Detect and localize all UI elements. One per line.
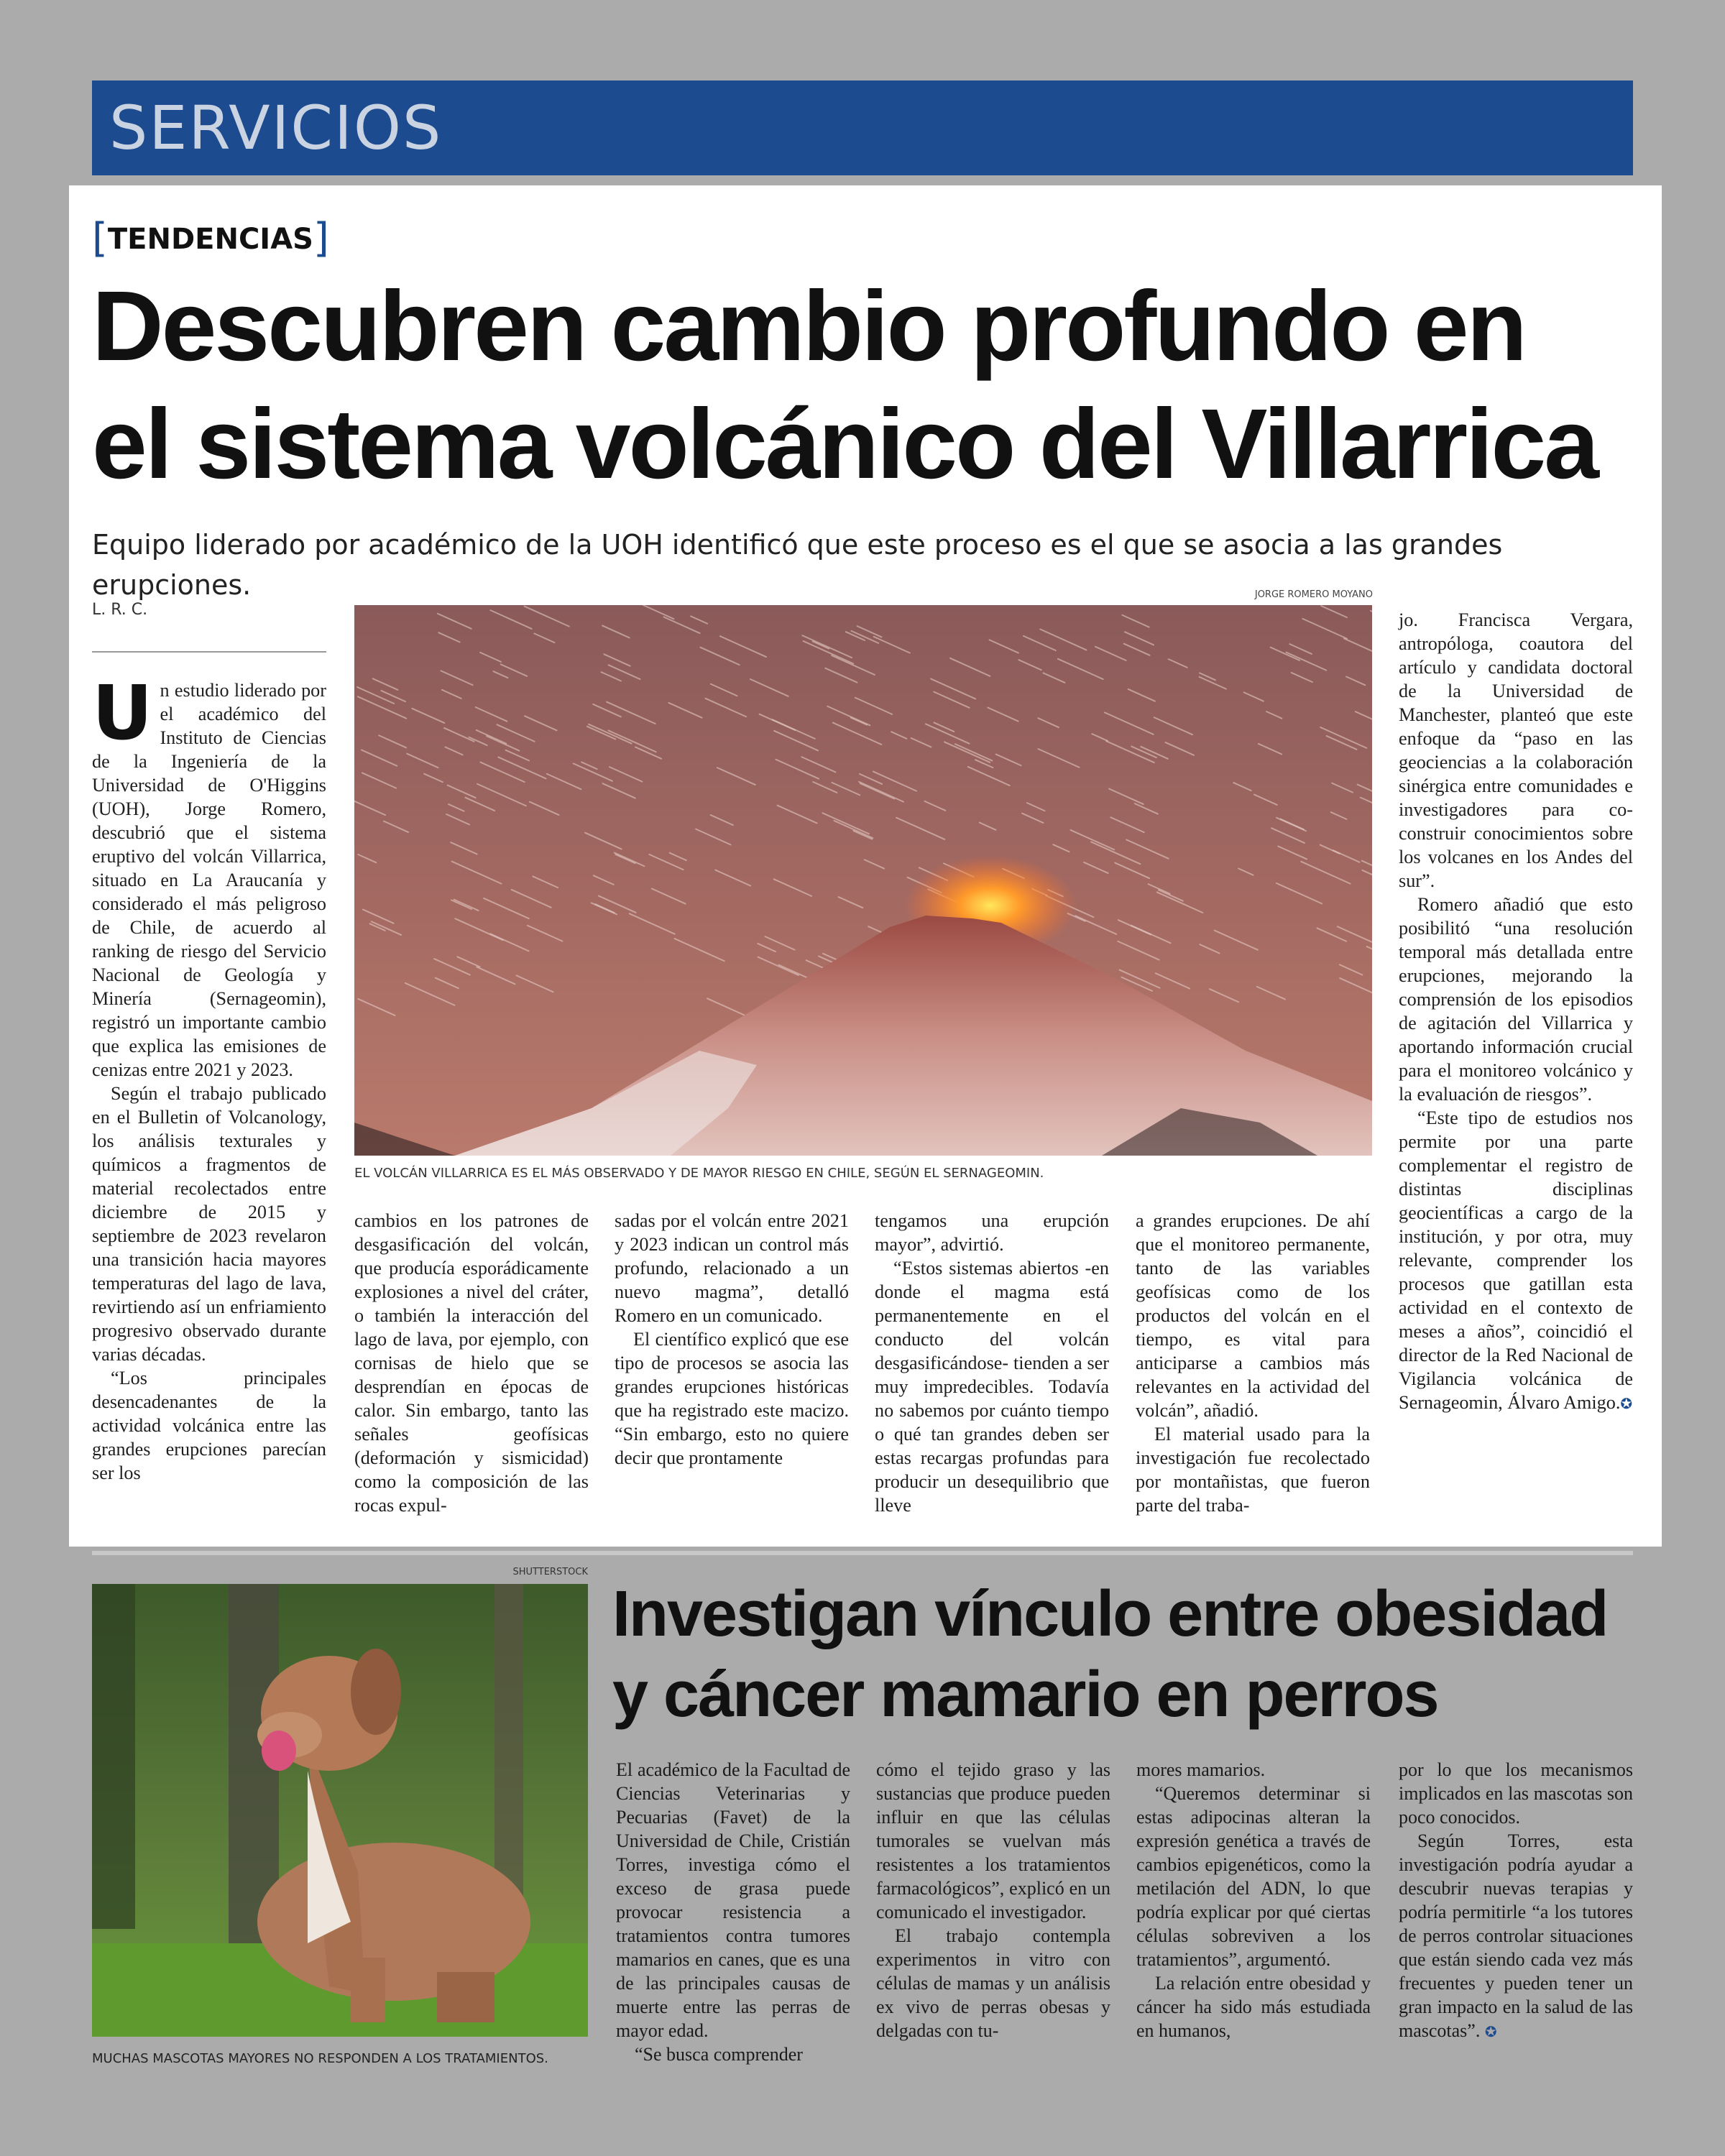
article-column-3 [615, 1209, 849, 1470]
article-column-1 [92, 669, 326, 1485]
article-column-2 [354, 1209, 589, 1517]
paragraph: Un estudio liderado por el académico del Instituto de Ciencias de la Ingeniería de la Universidad de O'Higgins (UOH), Jorge Romero, descubrió que el sistema eruptivo del volcán Villarrica, situado en La Araucanía y considerado el más peligroso de Chile, de acuerdo al ranking de riesgo del Servicio Nacional de Geología y Minería (Sernageomin), registró un importante cambio que explica las emisiones de cenizas entre 2021 y 2023. [92, 669, 326, 1080]
paragraph: El trabajo contempla experimentos in vitro con células de mamas y un análisis ex vivo de perras obesas y delgadas con tu- [876, 1925, 1110, 2041]
paragraph: jo. Francisca Vergara, antropóloga, coautora del artículo y candidata doctoral de la Universidad de Manchester, planteó que este enfoque da “paso en las geociencias a la colaboración sinérgica entre comunidades e investigadores para co-construir conocimientos sobre los volcanes en los Andes del sur”. [1399, 609, 1633, 891]
headline-2-line-1: Investigan vínculo entre obesidad [612, 1578, 1608, 1650]
paragraph: El material usado para la investigación fue recolectado por montañistas, que fueron parte del traba- [1136, 1424, 1370, 1516]
paragraph: Según Torres, esta investigación podría ayudar a descubrir nuevas terapias y podría permitirle “a los tutores de perros controlar situaciones que están siendo cada vez más frecuentes y pueden tener un gran impacto en la salud de las mascotas”. ✪ [1399, 1830, 1633, 2041]
paragraph: El científico explicó que ese tipo de procesos se asocia las grandes erupciones históricas que ha registrado este macizo. “Sin embargo, esto no quiere decir que prontamente [615, 1329, 849, 1468]
paragraph: “Estos sistemas abiertos -en donde el magma está permanentemente en el conducto del volcán desgasificándose- tienden a ser muy impredecibles. Todavía no sabemos por cuánto tiempo o qué tan grandes deben ser estas recargas profundas para producir un desequilibrio que lleve [875, 1258, 1109, 1516]
article-divider [92, 1551, 1633, 1555]
headline-line-2: el sistema volcánico del Villarrica [92, 389, 1597, 499]
paragraph: tengamos una erupción mayor”, advirtió. [875, 1210, 1109, 1255]
paragraph: “Se busca comprender [635, 2044, 803, 2065]
paragraph: “Queremos determinar si estas adipocinas alteran la expresión genética a través de cambios epigenéticos, como la metilación del ADN, lo que podría explicar por qué ciertas células sobreviven a los tratamientos”, argumentó. [1136, 1783, 1371, 1970]
byline-divider [92, 651, 326, 653]
article-byline: L. R. C. [92, 601, 148, 619]
paragraph: mores mamarios. [1136, 1759, 1266, 1780]
article-column-6 [1399, 608, 1633, 1416]
article-column-4 [875, 1209, 1109, 1517]
article-kicker [92, 216, 329, 262]
paragraph: Romero añadió que esto posibilitó “una resolución temporal más detallada entre erupciones, mejorando la comprensión de los episodios de agitación del Villarrica y aportando información crucial para el monitoreo volcánico y la evaluación de riesgos”. [1399, 894, 1633, 1105]
dog-photo [92, 1584, 588, 2037]
article-headline [92, 267, 1644, 503]
volcano-photo [354, 605, 1372, 1156]
paragraph: por lo que los mecanismos implicados en las mascotas son poco conocidos. [1399, 1759, 1633, 1828]
kicker-bracket-close: ] [313, 215, 329, 262]
end-mark-icon: ✪ [1484, 2024, 1497, 2040]
article-deck: Equipo liderado por académico de la UOH identificó que este proceso es el que se asocia a las grandes erupciones. [92, 529, 1503, 601]
paragraph: La relación entre obesidad y cáncer ha sido más estudiada en humanos, [1136, 1973, 1371, 2041]
article-headline-2 [612, 1574, 1633, 1735]
photo-credit: JORGE ROMERO MOYANO [1254, 589, 1373, 600]
paragraph: sadas por el volcán entre 2021 y 2023 indican un control más profundo, relacionado a un nuevo magma”, detalló Romero en un comunicado. [615, 1210, 849, 1326]
photo-caption: EL VOLCÁN VILLARRICA ES EL MÁS OBSERVADO Y DE MAYOR RIESGO EN CHILE, SEGÚN EL SERNAGEOMIN. [354, 1166, 1044, 1181]
end-mark-icon: ✪ [1620, 1396, 1633, 1412]
article-2-column-2 [876, 1758, 1110, 2042]
paragraph: El académico de la Facultad de Ciencias Veterinarias y Pecuarias (Favet) de la Universidad de Chile, Cristián Torres, investiga cómo el exceso de grasa puede provocar resistencia a tratamientos contra tumores mamarios en canes, que es una de las principales causas de muerte entre las perras de mayor edad. [616, 1759, 850, 2041]
paragraph: cambios en los patrones de desgasificación del volcán, que producía esporádicamente explosiones a nivel del cráter, o también la interacción del lago de lava, por ejemplo, con cornisas de hielo que se desprendían en épocas de calor. Sin embargo, tanto las señales geofísicas (deformación y sismicidad) como la composición de las rocas expul- [354, 1210, 589, 1516]
headline-line-1: Descubren cambio profundo en [92, 271, 1525, 382]
paragraph: “Los principales desencadenantes de la actividad volcánica entre las grandes erupciones parecían ser los [92, 1368, 326, 1483]
kicker-bracket-open: [ [92, 215, 108, 262]
drop-cap: U [92, 669, 153, 757]
article-2-column-1 [616, 1758, 850, 2066]
paragraph: “Este tipo de estudios nos permite por una parte complementar el registro de distintas disciplinas geocientíficas a cargo de la institución, y por otra, muy relevante, comprender los procesos que gatillan esta actividad en el contexto de meses a años”, coincidió el director de la Red Nacional de Vigilancia volcánica de Sernageomin, Álvaro Amigo.✪ [1399, 1107, 1633, 1413]
paragraph: a grandes erupciones. De ahí que el monitoreo permanente, tanto de las variables geofísicas como de los productos del volcán en el tiempo, es vital para anticiparse a cambios más relevantes en la actividad del volcán”, añadió. [1136, 1210, 1370, 1421]
article-2-column-4 [1399, 1758, 1633, 2045]
headline-2-line-2: y cáncer mamario en perros [612, 1659, 1438, 1731]
section-title: SERVICIOS [109, 93, 443, 163]
article-2-column-3 [1136, 1758, 1371, 2042]
article-column-5 [1136, 1209, 1370, 1517]
paragraph: cómo el tejido graso y las sustancias que produce pueden influir en que las células tumorales se vuelvan más resistentes a los tratamientos farmacológicos”, explicó en un comunicado el investigador. [876, 1759, 1110, 1922]
photo-caption: MUCHAS MASCOTAS MAYORES NO RESPONDEN A LOS TRATAMIENTOS. [92, 2051, 548, 2066]
photo-credit: SHUTTERSTOCK [512, 1567, 588, 1577]
kicker-label: TENDENCIAS [107, 223, 313, 256]
paragraph: Según el trabajo publicado en el Bulletin of Volcanology, los análisis texturales y químicos a fragmentos de material recolectados entre diciembre de 2015 y septiembre de 2023 revelaron una transición hacia mayores temperaturas del lago de lava, revirtiendo así un enfriamiento progresivo observado durante varias décadas. [92, 1083, 326, 1365]
